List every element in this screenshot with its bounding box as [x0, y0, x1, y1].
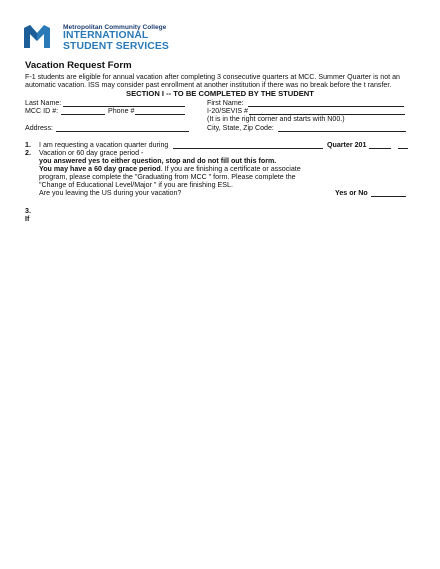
- last-name-label: Last Name:: [25, 99, 62, 107]
- item-1-question: I am requesting a vacation quarter during: [39, 141, 169, 149]
- item-2-line-3: [39, 165, 301, 173]
- mcc-id-field[interactable]: [61, 114, 105, 115]
- item-2-line-4: program, please complete the "Graduating from MCC " form. Please complete the: [39, 173, 296, 181]
- quarter-extra-field[interactable]: [398, 148, 408, 149]
- item-2-line-5: "Change of Educational Level/Major " if you are finishing ESL.: [39, 181, 233, 189]
- phone-field[interactable]: [135, 114, 185, 115]
- quarter-label: Quarter 201: [327, 141, 367, 149]
- item-1-number: 1.: [25, 141, 31, 149]
- address-label: Address:: [25, 124, 53, 132]
- city-state-zip-label: City, State, Zip Code:: [207, 124, 274, 132]
- form-title: Vacation Request Form: [25, 60, 132, 71]
- first-name-label: First Name:: [207, 99, 244, 107]
- item-2-line-1: Vacation or 60 day grace period -: [39, 149, 144, 157]
- intro-line-2: automatic vacation. ISS may consider past enrollment at another institution if there was no break before the t ransfer.: [25, 81, 392, 89]
- item-2-number: 2.: [25, 149, 31, 157]
- department-line-1: INTERNATIONAL: [63, 30, 149, 41]
- sevis-label: I-20/SEVIS #: [207, 107, 249, 115]
- yes-no-label: Yes or No: [335, 189, 368, 197]
- address-field[interactable]: [56, 131, 189, 132]
- item-2-line-6: Are you leaving the US during your vacation?: [39, 189, 182, 197]
- mcc-id-label: MCC ID #:: [25, 107, 59, 115]
- city-state-zip-field[interactable]: [278, 131, 406, 132]
- department-name: [63, 31, 169, 52]
- intro-line-1: F-1 students are eligible for annual vacation after completing 3 consecutive quarters at MCC. Summer Quarter is not an: [25, 73, 400, 81]
- item-3-if: If: [25, 215, 30, 223]
- mcc-m-logo-icon: [24, 24, 50, 50]
- grace-period-rest: . If you are finishing a certificate or associate: [160, 165, 301, 173]
- item-3-number: 3.: [25, 207, 31, 215]
- department-line-2: STUDENT SERVICES: [63, 40, 169, 52]
- sevis-hint: (It is in the right corner and starts with N00.): [207, 115, 345, 123]
- grace-period-bold: You may have a 60 day grace period: [39, 165, 161, 173]
- quarter-year-field[interactable]: [369, 148, 391, 149]
- vacation-quarter-field[interactable]: [173, 148, 323, 149]
- phone-label: Phone #: [108, 107, 135, 115]
- yes-no-field[interactable]: [371, 196, 406, 197]
- first-name-field[interactable]: [248, 106, 404, 107]
- item-2-line-2: you answered yes to either question, stop and do not fill out this form.: [39, 157, 277, 165]
- college-name: Metropolitan Community College: [63, 24, 167, 31]
- section-title: SECTION I -- TO BE COMPLETED BY THE STUDENT: [126, 89, 314, 98]
